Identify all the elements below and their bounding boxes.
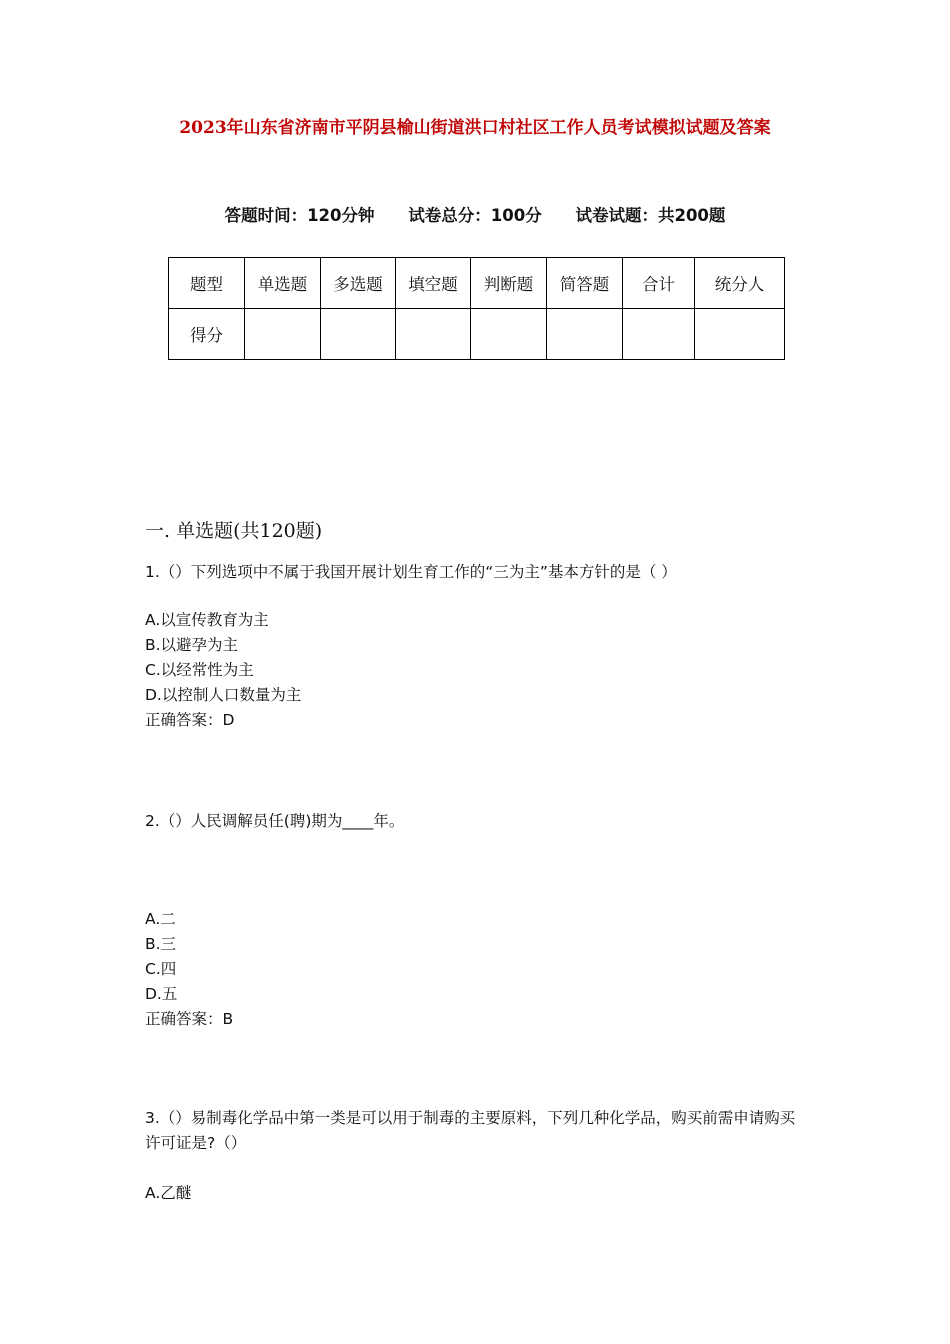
exam-meta [0,202,950,226]
score-cell [321,309,396,360]
header-cell: 简答题 [547,258,623,309]
question-1-answer: 正确答案：D [145,711,235,729]
score-table-score-row [169,309,785,360]
question-2-option-c: C.四 [145,960,177,978]
score-cell [547,309,623,360]
score-table-header-row [169,258,785,309]
exam-time: 答题时间：120分钟 [224,206,375,225]
header-cell: 填空题 [396,258,471,309]
header-cell: 统分人 [695,258,785,309]
header-cell: 单选题 [245,258,321,309]
header-cell: 合计 [623,258,695,309]
question-3-text: 3.（）易制毒化学品中第一类是可以用于制毒的主要原料，下列几种化学品，购买前需申请购买许可证是?（） [145,1109,796,1152]
question-2-option-b: B.三 [145,935,177,953]
header-cell: 多选题 [321,258,396,309]
row-label-cell: 得分 [169,309,245,360]
document-title: 2023年山东省济南市平阴县榆山街道洪口村社区工作人员考试模拟试题及答案 [179,118,771,138]
question-1-option-c: C.以经常性为主 [145,661,254,679]
header-cell: 题型 [169,258,245,309]
question-2-text: 2.（）人民调解员任(聘)期为____年。 [145,812,405,830]
score-cell [245,309,321,360]
question-1-text: 1.（）下列选项中不属于我国开展计划生育工作的“三为主”基本方针的是（ ） [145,563,677,581]
question-1-option-a: A.以宣传教育为主 [145,611,269,629]
exam-total-score: 试卷总分：100分 [408,206,542,225]
question-2-option-d: D.五 [145,985,178,1003]
score-table [168,257,785,360]
header-cell: 判断题 [471,258,547,309]
question-3-option-a: A.乙醚 [145,1184,192,1202]
score-cell [623,309,695,360]
question-1-option-d: D.以控制人口数量为主 [145,686,302,704]
question-2-answer: 正确答案：B [145,1010,234,1028]
score-cell [695,309,785,360]
score-cell [396,309,471,360]
section-title: 一. 单选题(共120题) [145,520,323,542]
question-1-option-b: B.以避孕为主 [145,636,239,654]
score-cell [471,309,547,360]
question-2-option-a: A.二 [145,910,176,928]
exam-question-count: 试卷试题：共200题 [575,206,726,225]
